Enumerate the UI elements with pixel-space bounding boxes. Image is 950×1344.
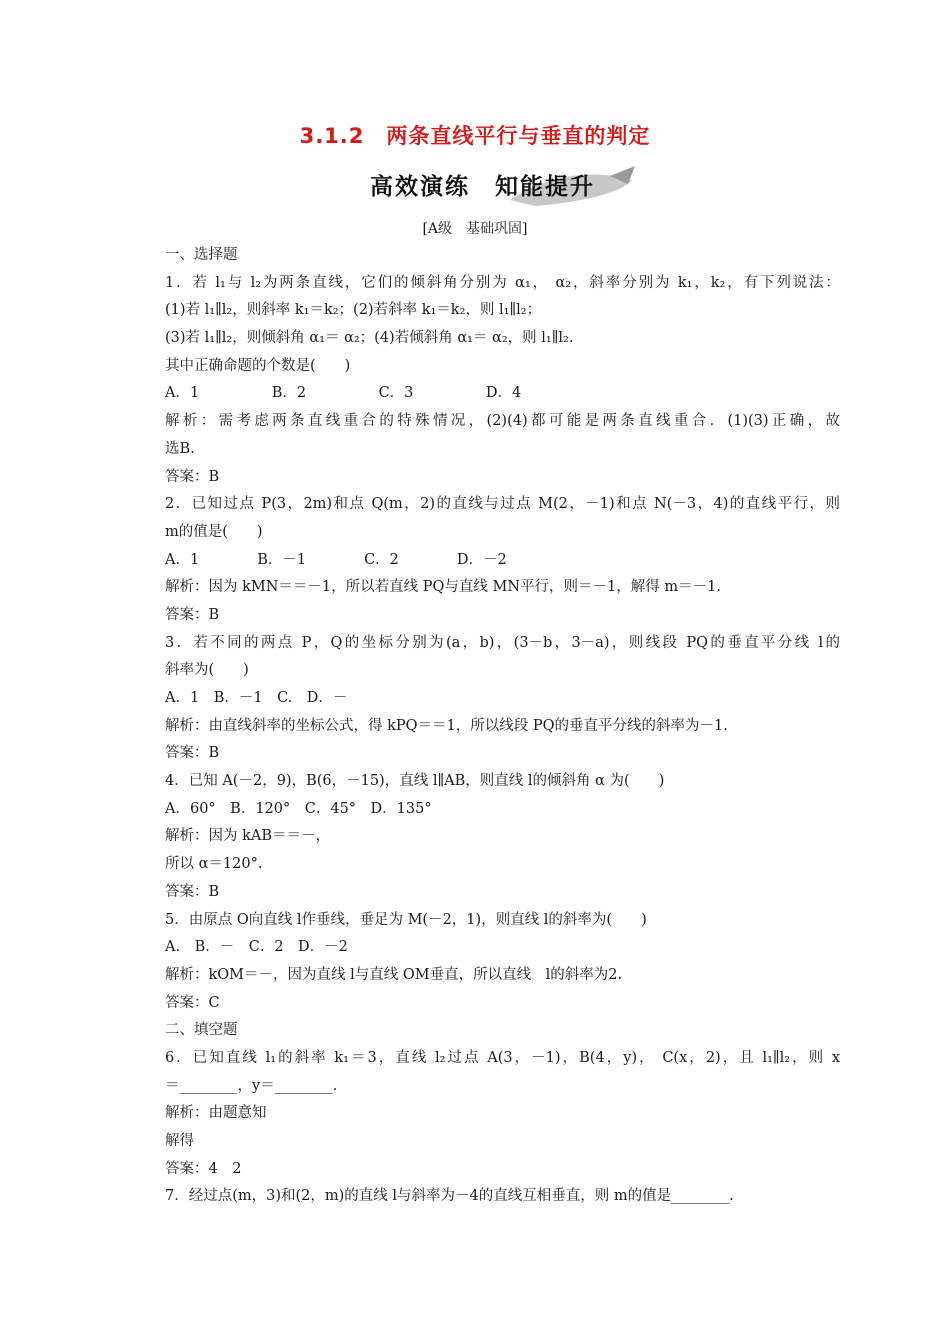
text-line: 解析：由题意知 (165, 1105, 267, 1122)
answer-line: 答案：4 2 (165, 1160, 242, 1177)
options-line: A．1 B．－1 C. D．－ (165, 690, 348, 706)
level-heading: [A级 基础巩固] (422, 221, 528, 237)
answer-line: 答案：B (165, 606, 220, 623)
text-line: 7．经过点(m，3)和(2，m)的直线 l与斜率为－4的直线互相垂直，则 m的值是________. (165, 1188, 734, 1205)
text-line: ＝________，y＝________. (165, 1077, 338, 1094)
answer-line: 答案：B (165, 468, 220, 485)
section-heading: 一、选择题 (165, 247, 238, 263)
options-line: A. B．－ C．2 D．－2 (165, 939, 348, 956)
text-line: 3．若不同的两点 P，Q的坐标分别为(a，b)，(3－b，3－a)，则线段 PQ的垂直平分线 l的 (165, 634, 840, 651)
text-line: 2．已知过点 P(3，2m)和点 Q(m，2)的直线与过点 M(2，－1)和点 N(－3，4)的直线平行，则 (165, 496, 840, 513)
options-line: A．1 B．－1 C．2 D．－2 (165, 551, 507, 568)
answer-line: 答案：B (165, 745, 220, 762)
section-banner (360, 162, 640, 212)
text-line: 选B. (165, 440, 195, 457)
options-line: A．1 B．2 C．3 D．4 (165, 385, 522, 402)
section-heading: 二、填空题 (165, 1022, 238, 1039)
text-line: 6．已知直线 l₁的斜率 k₁＝3，直线 l₂过点 A(3，－1)，B(4，y)， C(x，2)，且 l₁∥l₂，则 x (165, 1049, 840, 1066)
options-line: A．60° B．120° C．45° D．135° (165, 800, 432, 817)
text-line: m的值是( ) (165, 523, 263, 540)
text-line: (1)若 l₁∥l₂，则斜率 k₁＝k₂；(2)若斜率 k₁＝k₂，则 l₁∥l₂； (165, 302, 542, 319)
text-line: 解析：因为 kAB＝＝－， (165, 828, 331, 845)
banner-text: 高效演练 知能提升 (370, 174, 595, 200)
text-line: 斜率为( ) (165, 662, 249, 679)
text-line: 其中正确命题的个数是( ) (165, 357, 351, 374)
text-line: 解析：需考虑两条直线重合的特殊情况，(2)(4)都可能是两条直线重合．(1)(3)正确，故 (165, 413, 840, 430)
answer-line: 答案：B (165, 883, 220, 900)
text-line: (3)若 l₁∥l₂，则倾斜角 α₁＝ α₂；(4)若倾斜角 α₁＝ α₂，则 l₁∥l₂. (165, 330, 574, 347)
text-line: 4．已知 A(－2，9)，B(6，－15)，直线 l∥AB，则直线 l的倾斜角 α 为( ) (165, 773, 665, 790)
text-line: 解析：kOM＝－，因为直线 l与直线 OM垂直，所以直线 l的斜率为2. (165, 966, 623, 983)
text-line: 解析：因为 kMN＝＝－1，所以若直线 PQ与直线 MN平行，则＝－1，解得 m＝－1. (165, 579, 721, 596)
answer-line: 答案：C (165, 994, 220, 1011)
text-line: 1．若 l₁与 l₂为两条直线，它们的倾斜角分别为 α₁， α₂，斜率分别为 k₁，k₂，有下列说法： (165, 274, 840, 291)
text-line: 所以 α＝120°. (165, 856, 263, 873)
exercise-content (165, 242, 840, 1211)
text-line: 解得 (165, 1133, 194, 1149)
text-line: 解析：由直线斜率的坐标公式，得 kPQ＝＝1，所以线段 PQ的垂直平分线的斜率为－1. (165, 717, 728, 734)
page-title: 3.1.2 两条直线平行与垂直的判定 (299, 124, 651, 148)
text-line: 5．由原点 O向直线 l作垂线，垂足为 M(－2，1)，则直线 l的斜率为( ) (165, 911, 647, 928)
